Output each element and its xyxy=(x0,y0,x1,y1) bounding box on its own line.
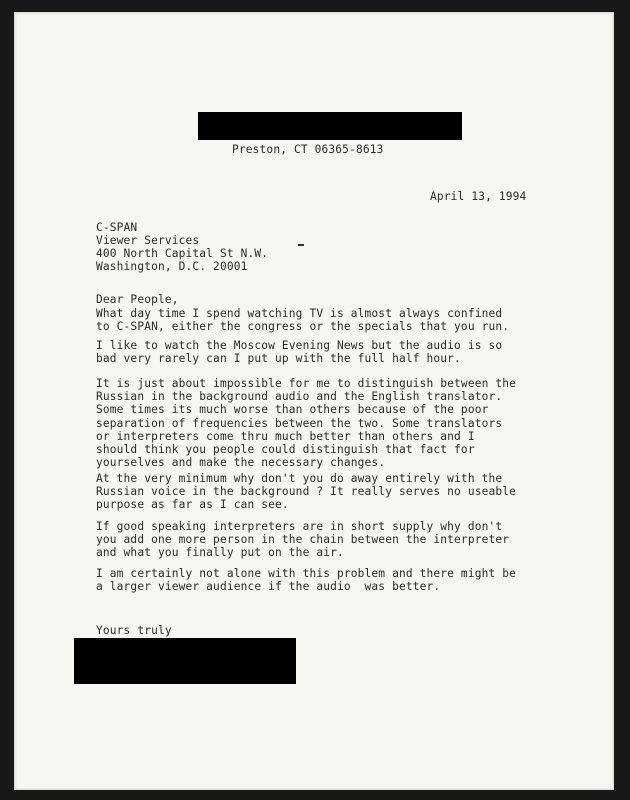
paragraph-line: and what you finally put on the air. xyxy=(96,546,344,560)
paragraph-line: Some times its much worse than others because of the poor xyxy=(96,403,489,417)
paragraph-line: to C-SPAN, either the congress or the specials that you run. xyxy=(96,320,510,334)
paragraph-line: bad very rarely can I put up with the full half hour. xyxy=(96,352,461,366)
paragraph-line: should think you people could distinguish that fact for xyxy=(96,443,475,457)
redacted-sender-name xyxy=(198,112,462,140)
letter-page xyxy=(14,12,614,790)
paragraph-line: a larger viewer audience if the audio was better. xyxy=(96,580,441,594)
paragraph-line: purpose as far as I can see. xyxy=(96,498,289,512)
paragraph-line: separation of frequencies between the two. Some translators xyxy=(96,416,503,430)
paragraph-2 xyxy=(96,339,556,365)
closing: Yours truly xyxy=(96,624,172,637)
ink-speck xyxy=(298,244,304,246)
letter-date: April 13, 1994 xyxy=(430,190,527,203)
recipient-line-4: Washington, D.C. 20001 xyxy=(96,260,248,273)
sender-address: Preston, CT 06365-8613 xyxy=(232,143,384,156)
recipient-line-2: Viewer Services xyxy=(96,234,200,247)
paragraph-3 xyxy=(96,377,556,469)
redacted-signature xyxy=(74,638,296,684)
salutation: Dear People, xyxy=(96,293,179,306)
recipient-line-1: C-SPAN xyxy=(96,221,138,234)
paragraph-line: What day time I spend watching TV is almost always confined xyxy=(96,307,503,320)
paragraph-1 xyxy=(96,307,556,333)
recipient-line-3: 400 North Capital St N.W. xyxy=(96,247,269,260)
paragraph-line: or interpreters come thru much better than others and I xyxy=(96,429,475,443)
paragraph-line: I am certainly not alone with this problem and there might be xyxy=(96,567,517,580)
paragraph-4 xyxy=(96,472,556,512)
paragraph-line: you add one more person in the chain between the interpreter xyxy=(96,533,510,547)
paragraph-line: If good speaking interpreters are in short supply why don't xyxy=(96,520,503,533)
paragraph-line: yourselves and make the necessary changes. xyxy=(96,456,386,470)
paragraph-line: Russian in the background audio and the English translator. xyxy=(96,390,503,404)
paragraph-line: I like to watch the Moscow Evening News but the audio is so xyxy=(96,339,503,352)
paragraph-line: At the very minimum why don't you do away entirely with the xyxy=(96,472,503,485)
paragraph-5 xyxy=(96,520,556,560)
paragraph-line: It is just about impossible for me to distinguish between the xyxy=(96,377,517,390)
paragraph-line: Russian voice in the background ? It really serves no useable xyxy=(96,485,517,499)
paragraph-6 xyxy=(96,567,556,593)
